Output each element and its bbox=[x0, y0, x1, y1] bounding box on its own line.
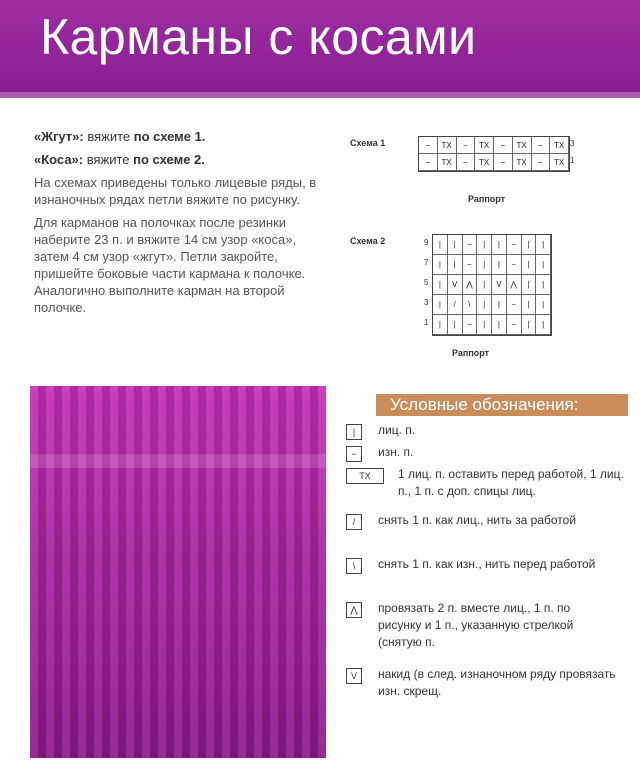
knitted-pocket-photo bbox=[30, 386, 326, 758]
scheme-2-row-number: 9 bbox=[424, 238, 429, 247]
legend-text: снять 1 п. как изн., нить перед работой bbox=[378, 557, 596, 571]
legend-item bbox=[346, 422, 632, 444]
scheme-1-rapport-label: Раппорт bbox=[468, 194, 506, 204]
knit-stitch-symbol: | bbox=[346, 424, 362, 440]
slip-purlwise-symbol: \ bbox=[346, 558, 362, 574]
legend-text: накид (в след. изнаночном ряду провязать изн. скрещ. bbox=[378, 667, 616, 698]
page-title: Карманы с косами bbox=[40, 9, 477, 65]
instruction-text: вяжите bbox=[83, 129, 134, 144]
legend-text: лиц. п. bbox=[378, 423, 416, 437]
legend-item bbox=[346, 466, 632, 512]
legend-header bbox=[376, 394, 628, 416]
legend-text: провязать 2 п. вместе лиц., 1 п. по рисунку и 1 п., указанную стрелкой (снятую п. bbox=[378, 601, 574, 649]
scheme-2-label: Схема 2 bbox=[350, 236, 386, 246]
legend-text: 1 лиц. п. оставить перед работой, 1 лиц. п., 1 п. с доп. спицы лиц. bbox=[398, 467, 624, 498]
header-divider bbox=[0, 92, 640, 98]
instruction-line-1 bbox=[34, 128, 334, 145]
scheme-1-grid: − TX − TX − TX − TX − TX − TX − TX − TX bbox=[418, 136, 570, 172]
legend-item bbox=[346, 600, 632, 658]
scheme-2-grid: | | − | | − | | | | − | | − | | | V ⋀ | V ⋀ | | | / \ | | − | | | | − | | − | | bbox=[432, 234, 552, 336]
slip-knitwise-symbol: / bbox=[346, 514, 362, 530]
scheme-1-row-number: 3 bbox=[570, 139, 575, 148]
scheme-2-rapport-label: Раппорт bbox=[452, 348, 490, 358]
scheme-ref-2: по схеме 2. bbox=[133, 152, 205, 167]
purl-stitch-symbol: − bbox=[346, 446, 362, 462]
legend-text: снять 1 п. как лиц., нить за работой bbox=[378, 513, 577, 527]
instructions-text bbox=[34, 128, 334, 322]
pocket-paragraph: Для карманов на полочках после резинки наберите 23 п. и вяжите 14 см узор «коса», затем 4 см узор «жгут». Петли закройте, пришейте боковые части кармана к полочке. Аналогично выполните карман на второй полочке. bbox=[34, 215, 306, 315]
scheme-2-row-number: 7 bbox=[424, 258, 429, 267]
legend-item bbox=[346, 556, 632, 596]
note-paragraph: На схемах приведены только лицевые ряды, в изнаночных рядах петли вяжите по рисунку. bbox=[34, 175, 317, 207]
scheme-1-row-number: 1 bbox=[570, 156, 575, 165]
scheme-2-row-number: 1 bbox=[424, 318, 429, 327]
legend-text: изн. п. bbox=[378, 445, 414, 459]
yarn-over-symbol: V bbox=[346, 668, 362, 684]
pattern-term-zhgut: «Жгут»: bbox=[34, 129, 84, 144]
instruction-text: вяжите bbox=[83, 152, 134, 167]
cable-cross-symbol: TX bbox=[346, 468, 384, 484]
scheme-ref-1: по схеме 1. bbox=[133, 129, 206, 144]
legend-item bbox=[346, 512, 632, 552]
knit-two-together-symbol: ⋀ bbox=[346, 602, 362, 618]
legend-item bbox=[346, 666, 632, 706]
legend-item bbox=[346, 444, 632, 466]
legend-title: Условные обозначения: bbox=[390, 395, 579, 414]
scheme-2-row-number: 5 bbox=[424, 278, 429, 287]
pattern-term-kosa: «Коса»: bbox=[34, 152, 84, 167]
scheme-2-row-number: 3 bbox=[424, 298, 429, 307]
page-header bbox=[0, 0, 640, 92]
scheme-1-label: Схема 1 bbox=[350, 138, 386, 148]
instruction-line-2 bbox=[34, 151, 334, 168]
